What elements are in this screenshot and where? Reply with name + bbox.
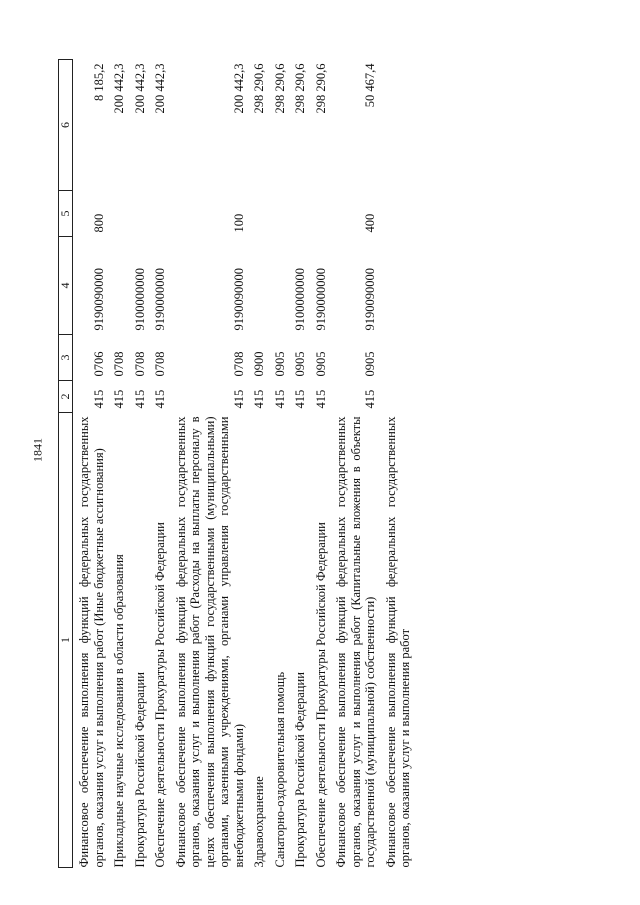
amount-cell: 298 290,6 [252, 63, 266, 114]
section-code-cell: 0708 [132, 351, 147, 377]
expense-type-cell [380, 191, 415, 237]
section-code-cell: 0905 [313, 351, 328, 377]
rotated-page [56, 38, 636, 868]
amount-cell: 298 290,6 [272, 63, 287, 114]
row-name-cell: Обеспечение деятельности Прокуратуры Российской Федерации [313, 522, 328, 868]
target-article-cell [108, 237, 129, 335]
ministry-code-cell: 415 [231, 389, 246, 409]
page-number: 1841 [30, 438, 45, 462]
row-name-cell: Прокуратура Российской Федерации [293, 672, 307, 868]
ministry-code-cell: 415 [132, 389, 147, 409]
row-name-cell: Санаторно-оздоровительная помощь [272, 671, 287, 868]
table-row [310, 60, 331, 868]
target-article-cell: 9190090000 [363, 268, 377, 331]
amount-cell: 298 290,6 [313, 63, 328, 114]
amount-cell: 200 442,3 [132, 63, 147, 114]
amount-cell: 200 442,3 [231, 63, 246, 114]
expense-type-cell: 100 [231, 213, 246, 233]
table-row [289, 60, 310, 868]
ministry-code-cell [380, 381, 415, 413]
section-code-cell: 0708 [231, 351, 246, 377]
row-name-cell: Финансовое обеспечение выполнения функций федеральных государственных органов, оказания услуг и выполнения работ (Расходы на выплаты персоналу в целях обеспечения выполнения функций государственными (муниципальными) органами, казенными учреждениями, органами управления государственными внебюджетными фондами) [173, 416, 246, 868]
section-code-cell: 0905 [293, 351, 307, 377]
section-code-cell: 0900 [252, 351, 266, 377]
expense-type-cell [310, 191, 331, 237]
column-header: 2 [59, 381, 73, 413]
expense-type-cell [248, 191, 269, 237]
row-name-cell: Обеспечение деятельности Прокуратуры Российской Федерации [153, 522, 167, 868]
ministry-code-cell: 415 [293, 389, 307, 409]
row-name-cell: Финансовое обеспечение выполнения функций федеральных государственных органов, оказания услуг и выполнения работ (Капитальные вложения в объекты государственной (муниципальной) собственности) [334, 416, 377, 868]
table-row [330, 60, 380, 868]
expense-type-cell [129, 191, 150, 237]
row-name-cell: Здравоохранение [252, 776, 266, 868]
table-row [73, 60, 109, 868]
row-name-cell: Финансовое обеспечение выполнения функций федеральных государственных органов, оказания услуг и выполнения работ [383, 416, 412, 868]
ministry-code-cell: 415 [363, 389, 377, 409]
target-article-cell: 9100000000 [293, 268, 307, 331]
target-article-cell [380, 237, 415, 335]
table-row [149, 60, 170, 868]
ministry-code-cell: 415 [153, 389, 167, 409]
target-article-cell: 9190000000 [313, 268, 328, 331]
amount-cell: 50 467,4 [363, 63, 377, 108]
target-article-cell: 9190090000 [231, 268, 246, 331]
section-code-cell: 0905 [363, 351, 377, 377]
amount-cell: 8 185,2 [91, 63, 106, 101]
table-row [248, 60, 269, 868]
expense-type-cell [269, 191, 290, 237]
target-article-cell [248, 237, 269, 335]
row-name-cell: Прокуратура Российской Федерации [132, 672, 147, 868]
expense-type-cell: 800 [91, 213, 106, 233]
column-header-row [59, 60, 73, 868]
table-row [170, 60, 249, 868]
expense-type-cell [149, 191, 170, 237]
amount-cell: 298 290,6 [293, 63, 307, 114]
target-article-cell: 9190000000 [153, 268, 167, 331]
ministry-code-cell: 415 [313, 389, 328, 409]
row-name-cell: Прикладные научные исследования в области образования [112, 554, 126, 868]
table-row [380, 60, 415, 868]
table-row [269, 60, 290, 868]
budget-table [58, 59, 415, 868]
section-code-cell: 0708 [112, 351, 126, 377]
expense-type-cell: 400 [363, 213, 377, 233]
target-article-cell: 9190090000 [91, 268, 106, 331]
section-code-cell: 0905 [272, 351, 287, 377]
amount-cell: 200 442,3 [153, 63, 167, 114]
section-code-cell: 0706 [91, 351, 106, 377]
ministry-code-cell: 415 [91, 389, 106, 409]
ministry-code-cell: 415 [112, 389, 126, 409]
expense-type-cell [289, 191, 310, 237]
amount-cell: 200 442,3 [112, 63, 126, 114]
column-header: 6 [59, 60, 73, 191]
table-row [108, 60, 129, 868]
row-name-cell: Финансовое обеспечение выполнения функций федеральных государственных органов, оказания услуг и выполнения работ (Иные бюджетные ассигнования) [77, 416, 106, 868]
ministry-code-cell: 415 [252, 389, 266, 409]
target-article-cell [269, 237, 290, 335]
column-header: 1 [59, 413, 73, 868]
target-article-cell: 9100000000 [132, 268, 147, 331]
ministry-code-cell: 415 [272, 389, 287, 409]
column-header: 4 [59, 237, 73, 335]
table-row [129, 60, 150, 868]
amount-cell [380, 60, 415, 191]
column-header: 3 [59, 335, 73, 381]
expense-type-cell [108, 191, 129, 237]
section-code-cell: 0708 [153, 351, 167, 377]
column-header: 5 [59, 191, 73, 237]
section-code-cell [380, 335, 415, 381]
